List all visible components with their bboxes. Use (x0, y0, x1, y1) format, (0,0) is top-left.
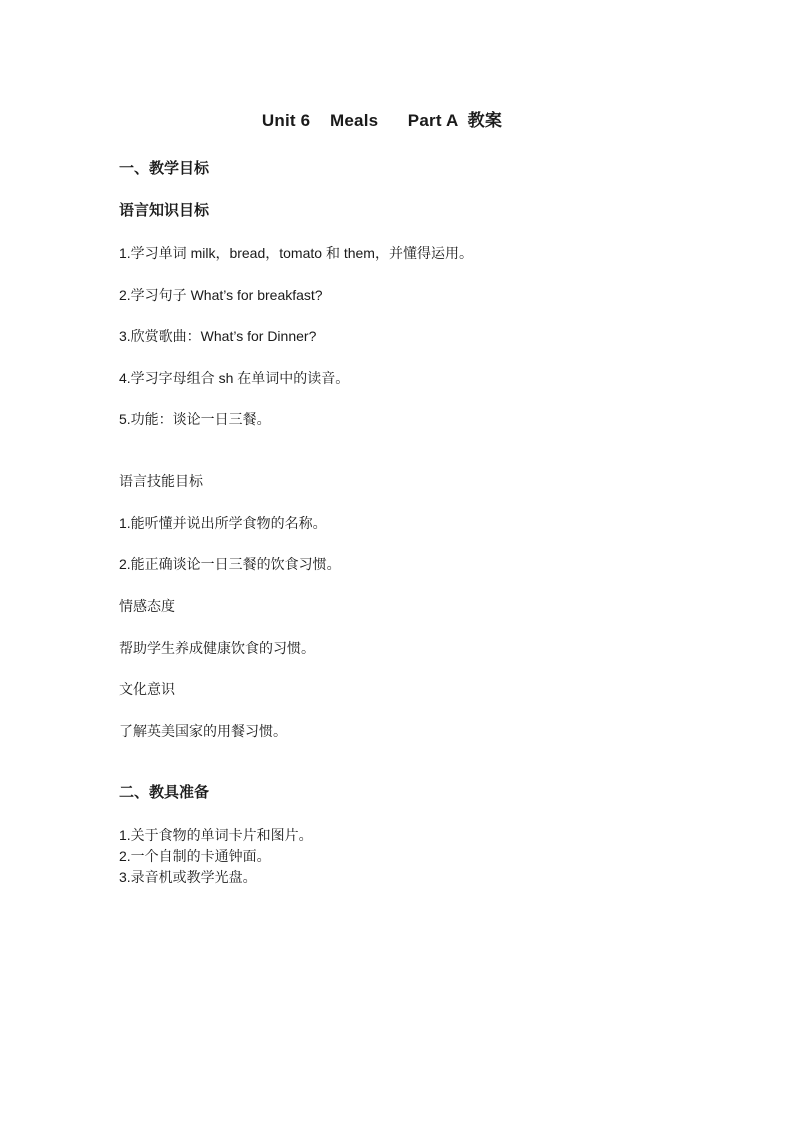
skills-item: 2.能正确谈论一日三餐的饮食习惯。 (119, 556, 341, 572)
document-title: Unit 6 Meals Part A 教案 (261, 111, 503, 130)
culture-text: 了解英美国家的用餐习惯。 (119, 723, 287, 739)
materials-item: 1.关于食物的单词卡片和图片。 (119, 827, 313, 843)
section-heading-objectives: 一、教学目标 (119, 160, 210, 177)
knowledge-item: 3.欣赏歌曲：What’s for Dinner? (119, 328, 317, 344)
section-heading-materials: 二、教具准备 (119, 784, 210, 801)
attitude-text: 帮助学生养成健康饮食的习惯。 (119, 640, 315, 656)
skills-item: 1.能听懂并说出所学食物的名称。 (119, 515, 327, 531)
subheading-attitude: 情感态度 (119, 598, 175, 614)
materials-item: 3.录音机或教学光盘。 (119, 869, 257, 885)
knowledge-item: 1.学习单词 milk，bread，tomato 和 them，并懂得运用。 (119, 245, 473, 261)
knowledge-item: 2.学习句子 What’s for breakfast? (119, 287, 323, 303)
subheading-skills: 语言技能目标 (119, 473, 203, 489)
knowledge-item: 4.学习字母组合 sh 在单词中的读音。 (119, 370, 350, 386)
materials-item: 2.一个自制的卡通钟面。 (119, 848, 271, 864)
subheading-culture: 文化意识 (119, 681, 175, 697)
subheading-knowledge: 语言知识目标 (119, 202, 210, 219)
knowledge-item: 5.功能：谈论一日三餐。 (119, 411, 271, 427)
